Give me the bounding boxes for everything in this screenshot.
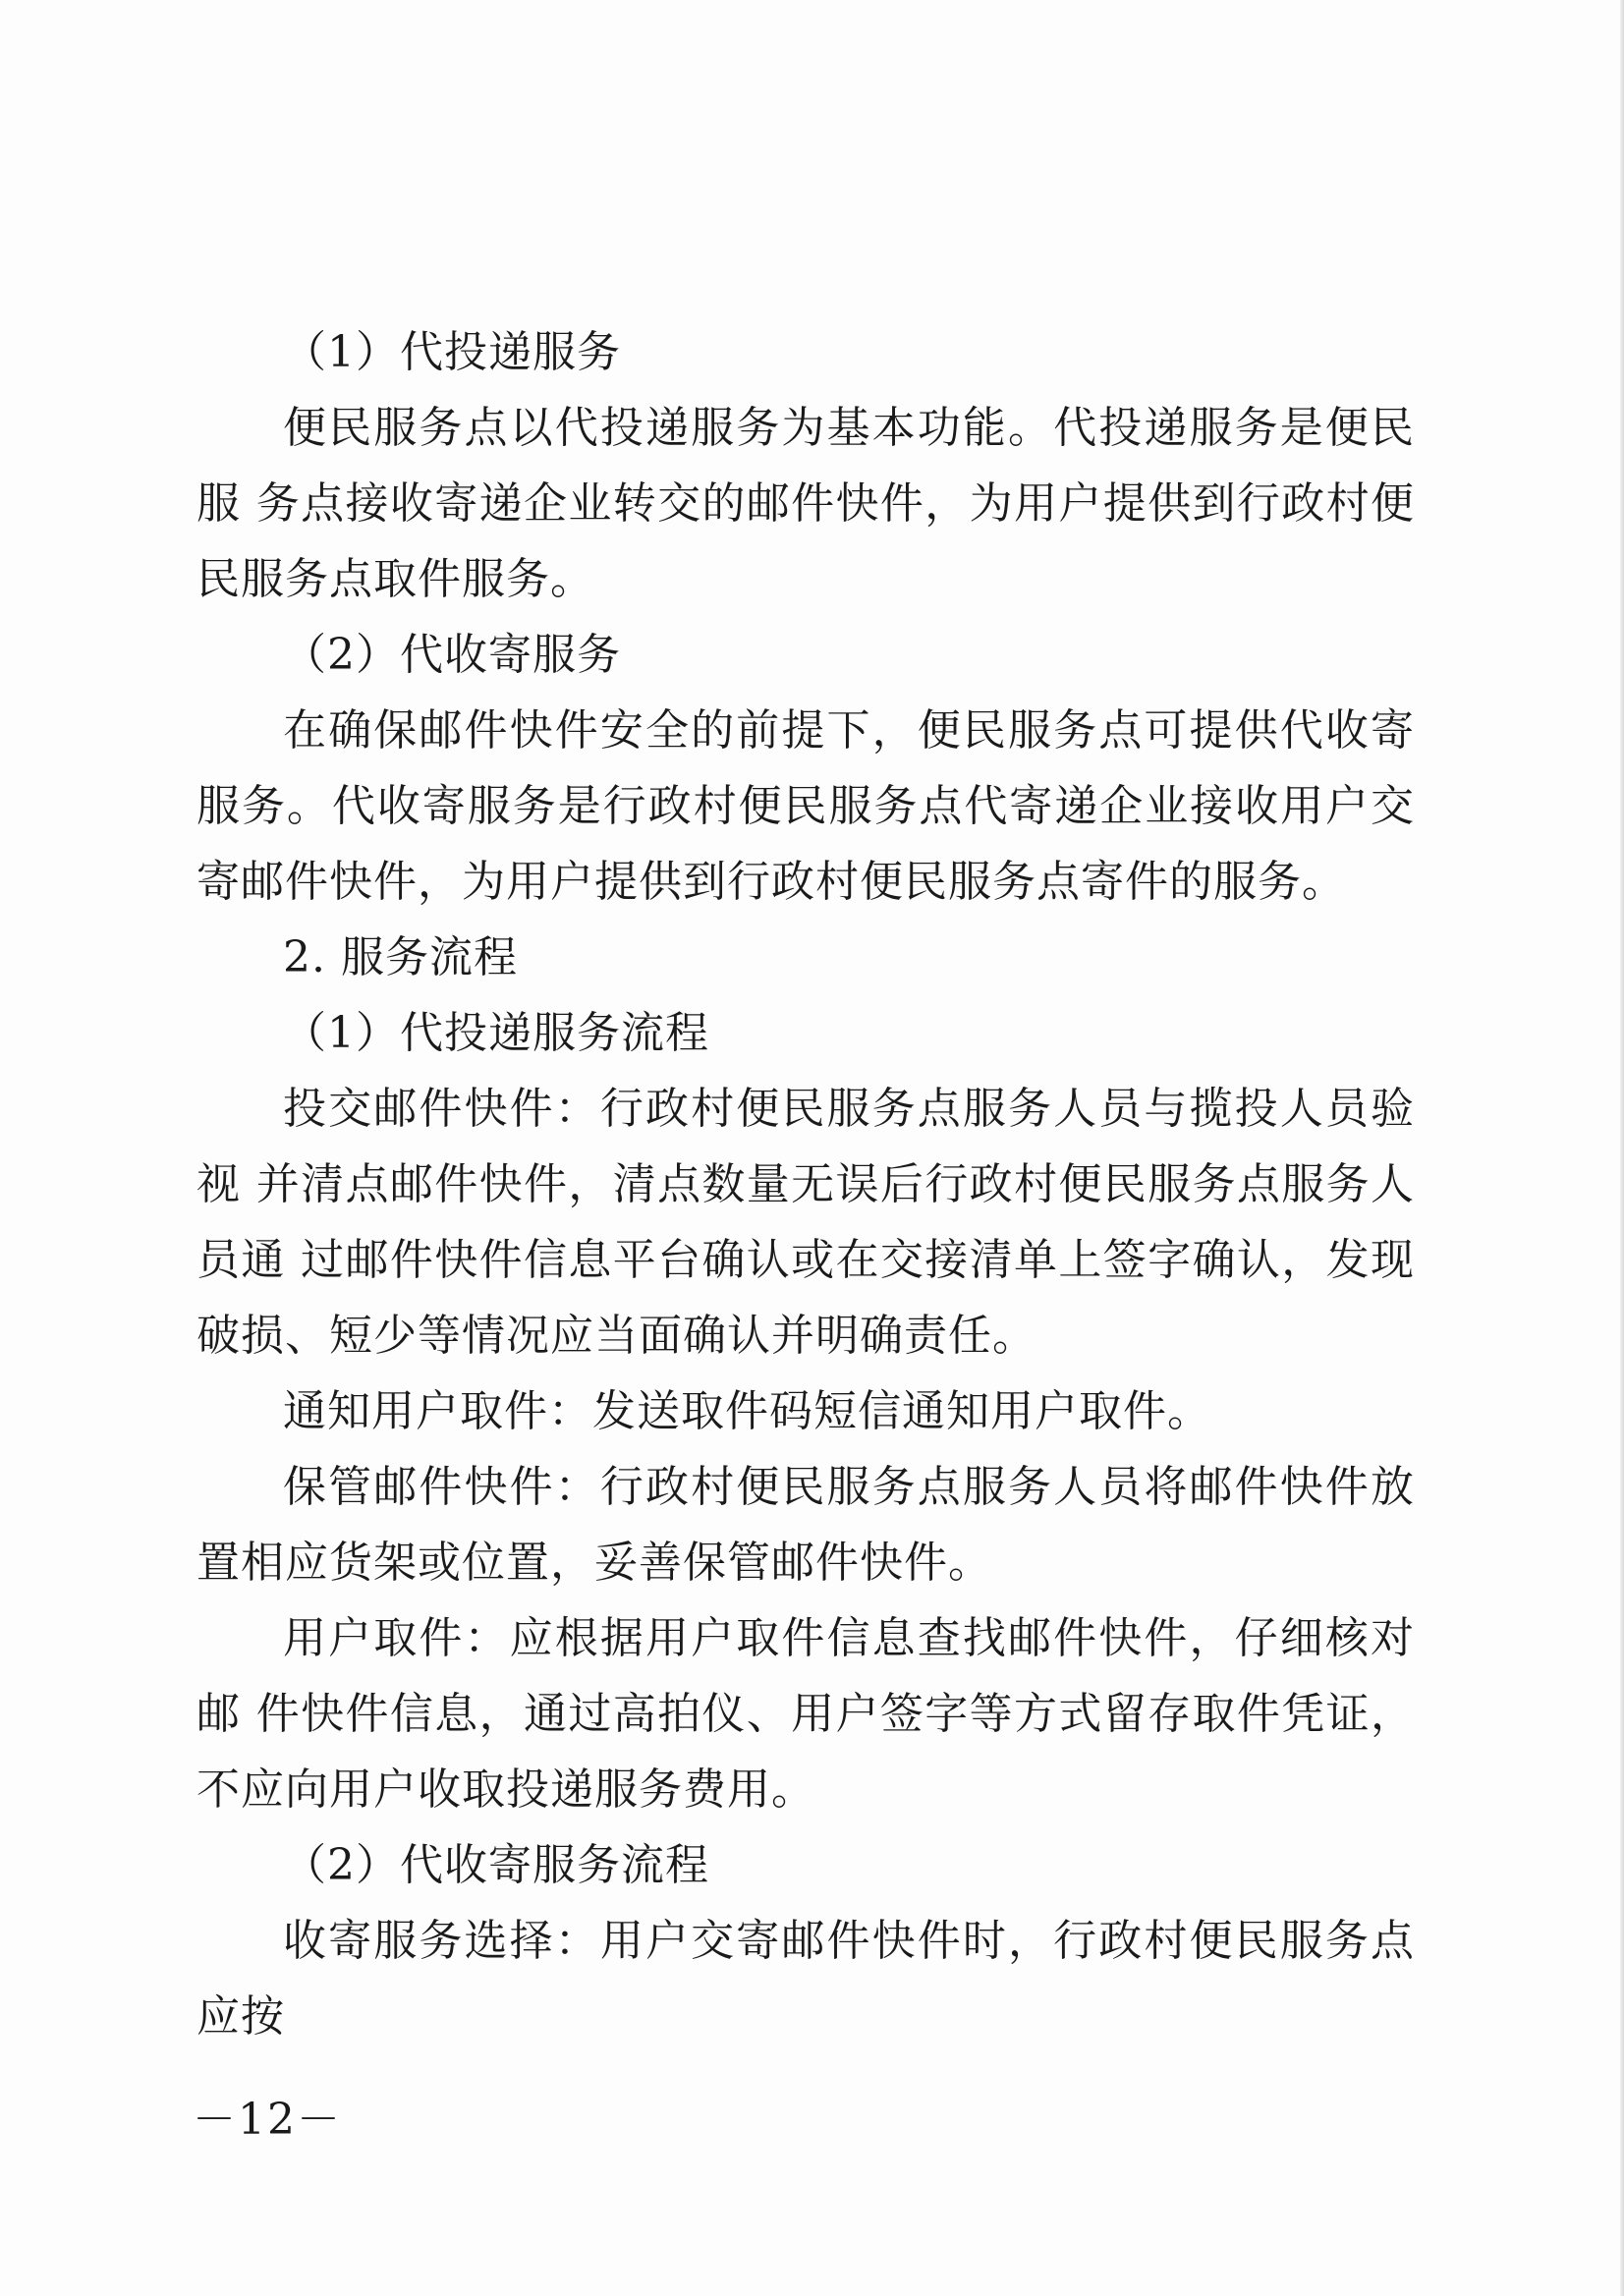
- page-number: －12－: [193, 2095, 342, 2145]
- subsection-heading-delivery-service: （1）代投递服务: [283, 327, 621, 377]
- paragraph-store-parcels: 保管邮件快件：行政村便民服务点服务人员将邮件快件放置相应货架或位置，妥善保管邮件快件。: [196, 1462, 1415, 1588]
- section-heading-service-process: 2. 服务流程: [283, 932, 518, 982]
- document-body: [196, 314, 1415, 2054]
- page-edge-shadow: [1620, 0, 1624, 2296]
- paragraph-collection-service-description: 在确保邮件快件安全的前提下，便民服务点可提供代收寄服务。代收寄服务是行政村便民服务点代寄递企业接收用户交寄邮件快件，为用户提供到行政村便民服务点寄件的服务。: [196, 705, 1415, 907]
- paragraph-delivery-service-description: 便民服务点以代投递服务为基本功能。代投递服务是便民服 务点接收寄递企业转交的邮件快件，为用户提供到行政村便民服务点取件服务。: [196, 403, 1415, 604]
- subsection-heading-collection-service: （2）代收寄服务: [283, 630, 621, 680]
- subsection-heading-delivery-process: （1）代投递服务流程: [283, 1008, 709, 1058]
- paragraph-collection-selection: 收寄服务选择：用户交寄邮件快件时，行政村便民服务点应按: [196, 1916, 1415, 2042]
- paragraph-user-pickup: 用户取件：应根据用户取件信息查找邮件快件，仔细核对邮 件快件信息，通过高拍仪、用户签字等方式留存取件凭证，不应向用户收取投递服务费用。: [196, 1613, 1415, 1815]
- paragraph-handover-parcels: 投交邮件快件：行政村便民服务点服务人员与揽投人员验视 并清点邮件快件，清点数量无误后行政村便民服务点服务人员通 过邮件快件信息平台确认或在交接清单上签字确认，发现破损、短少等情况应当面确认并明确责任。: [196, 1084, 1415, 1361]
- subsection-heading-collection-process: （2）代收寄服务流程: [283, 1840, 709, 1890]
- paragraph-notify-user: 通知用户取件：发送取件码短信通知用户取件。: [283, 1386, 1211, 1436]
